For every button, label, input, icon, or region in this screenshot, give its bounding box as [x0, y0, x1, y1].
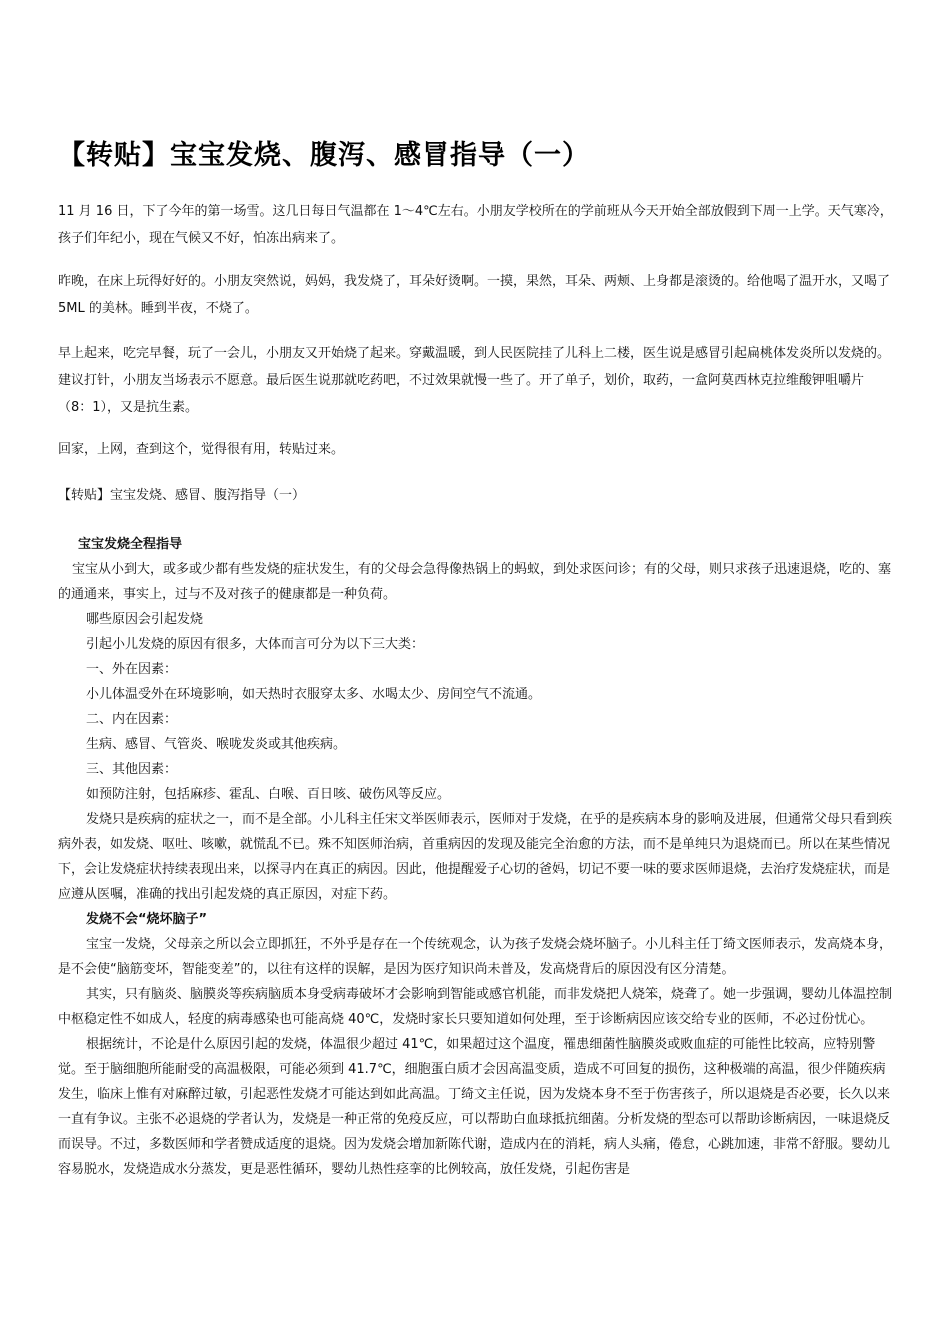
- intro-paragraph: 早上起来，吃完早餐，玩了一会儿，小朋友又开始烧了起来。穿戴温暖，到人民医院挂了儿科上二楼，医生说是感冒引起扁桃体发炎所以发烧的。建议打针，小朋友当场表示不愿意。最后医生说那就吃药吧，不过效果就慢一些了。开了单子，划价，取药，一盒阿莫西林克拉维酸钾咀嚼片（8：1），又是抗生素。: [58, 346, 891, 415]
- section-intro: 宝宝从小到大，或多或少都有些发烧的症状发生，有的父母会急得像热锅上的蚂蚁，到处求医问诊；有的父母，则只求孩子迅速退烧，吃的、塞的通通来，事实上，过与不及对孩子的健康都是一种负荷。: [58, 562, 892, 602]
- causes-intro: 引起小儿发烧的原因有很多，大体而言可分为以下三大类：: [86, 637, 425, 652]
- intro-paragraph: 回家，上网，查到这个，觉得很有用，转贴过来。: [58, 442, 345, 457]
- cause-label: 二、内在因素：: [86, 712, 178, 727]
- section-heading: 发烧不会“烧坏脑子”: [86, 912, 208, 927]
- body-paragraph: 其实，只有脑炎、脑膜炎等疾病脑质本身受病毒破坏才会影响到智能或感官机能，而非发烧把人烧笨，烧聋了。她一步强调，婴幼儿体温控制中枢稳定性不如成人，轻度的病毒感染也可能高烧 40℃，发烧时家长只要知道如何处理，至于诊断病因应该交给专业的医师，不必过份忧心。: [58, 987, 893, 1027]
- cause-text: 如预防注射，包括麻疹、霍乱、白喉、百日咳、破伤风等反应。: [86, 787, 451, 802]
- cause-label: 三、其他因素：: [86, 762, 178, 777]
- cause-text: 小儿体温受外在环境影响，如天热时衣服穿太多、水喝太少、房间空气不流通。: [86, 687, 542, 702]
- cause-label: 一、外在因素：: [86, 662, 178, 677]
- page-title: 【转贴】宝宝发烧、腹泻、感冒指导（一）: [58, 140, 590, 171]
- cause-text: 生病、感冒、气管炎、喉咙发炎或其他疾病。: [86, 737, 347, 752]
- causes-summary: 发烧只是疾病的症状之一，而不是全部。小儿科主任宋文举医师表示，医师对于发烧，在乎的是疾病本身的影响及进展，但通常父母只看到疾病外表，如发烧、呕吐、咳嗽，就慌乱不已。殊不知医师治病，首重病因的发现及能完全治愈的方法，而不是单纯只为退烧而已。所以在某些情况下，会让发烧症状持续表现出来，以探寻内在真正的病因。因此，他提醒爱子心切的爸妈，切记不要一味的要求医师退烧，去治疗发烧症状，而是应遵从医嘱，准确的找出引起发烧的真正原因，对症下药。: [58, 812, 893, 902]
- section-heading: 宝宝发烧全程指导: [78, 537, 183, 552]
- intro-paragraph: 11 月 16 日，下了今年的第一场雪。这几日每日气温都在 1～4℃左右。小朋友学校所在的学前班从今天开始全部放假到下周一上学。天气寒冷，孩子们年纪小，现在气候又不好，怕冻出病来了。: [58, 204, 893, 246]
- body-paragraph: 宝宝一发烧，父母亲之所以会立即抓狂，不外乎是存在一个传统观念，认为孩子发烧会烧坏脑子。小儿科主任丁绮文医师表示，发高烧本身，是不会使“脑筋变坏，智能变差”的，以往有这样的误解，是因为医疗知识尚未普及，发高烧背后的原因没有区分清楚。: [58, 937, 893, 977]
- intro-paragraph: 昨晚，在床上玩得好好的。小朋友突然说，妈妈，我发烧了，耳朵好烫啊。一摸，果然，耳朵、两颊、上身都是滚烫的。给他喝了温开水，又喝了 5ML 的美林。睡到半夜，不烧了。: [58, 274, 891, 316]
- body-paragraph: 根据统计，不论是什么原因引起的发烧，体温很少超过 41℃，如果超过这个温度，罹患细菌性脑膜炎或败血症的可能性比较高，应特别警觉。至于脑细胞所能耐受的高温极限，可能必须到 41.7℃，细胞蛋白质才会因高温变质，造成不可回复的损伤，这种极端的高温，很少伴随疾病发生，临床上惟有对麻醉过敏，引起恶性发烧才可能达到如此高温。丁绮文主任说，因为发烧本身不至于伤害孩子，所以退烧是否必要，长久以来一直有争议。主张不必退烧的学者认为，发烧是一种正常的免疫反应，可以帮助白血球抵抗细菌。分析发烧的型态可以帮助诊断病因，一味退烧反而误导。不过，多数医师和学者赞成适度的退烧。因为发烧会增加新陈代谢，造成内在的消耗，病人头痛，倦怠，心跳加速，非常不舒服。婴幼儿容易脱水，发烧造成水分蒸发，更是恶性循环，婴幼儿热性痉挛的比例较高，放任发烧，引起伤害是: [58, 1037, 891, 1177]
- article-body: [58, 532, 896, 1182]
- repost-subtitle: 【转贴】宝宝发烧、感冒、腹泻指导（一）: [58, 488, 306, 503]
- subsection-heading: 哪些原因会引起发烧: [86, 612, 204, 627]
